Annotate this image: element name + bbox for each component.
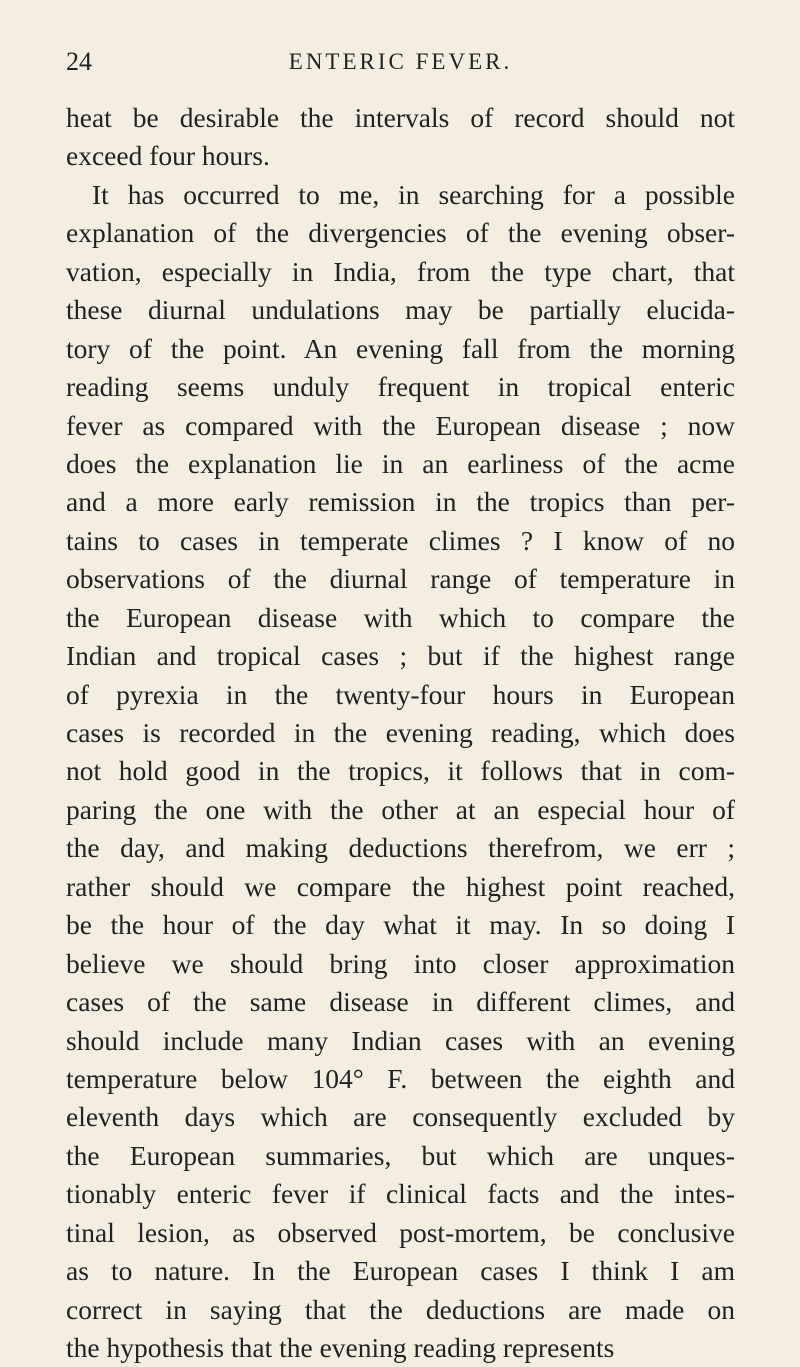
text-line: tains to cases in temperate climes ? I know of no	[66, 524, 735, 556]
text-line: the hypothesis that the evening reading represents	[66, 1332, 615, 1363]
text-line: the European disease with which to compare the	[66, 601, 735, 633]
text-line: paring the one with the other at an especial hour of	[66, 793, 735, 825]
text-line: Indian and tropical cases ; but if the highest range	[66, 640, 735, 672]
text-line: temperature below 104° F. between the eighth and	[66, 1062, 735, 1094]
text-line: be the hour of the day what it may. In so doing I	[66, 909, 735, 941]
text-line: reading seems unduly frequent in tropical enteric	[66, 371, 735, 403]
text-line: rather should we compare the highest point reached,	[66, 870, 735, 902]
running-title: ENTERIC FEVER.	[288, 49, 513, 74]
text-line: tionably enteric fever if clinical facts and the intes-	[66, 1178, 735, 1210]
text-line: and a more early remission in the tropics than per-	[66, 486, 735, 518]
text-line: tinal lesion, as observed post-mortem, be conclusive	[66, 1216, 735, 1248]
page-number: 24	[66, 47, 92, 76]
text-line: observations of the diurnal range of temperature in	[66, 563, 735, 595]
text-line: fever as compared with the European disease ; now	[66, 409, 735, 441]
text-line: does the explanation lie in an earliness of the acme	[66, 447, 735, 479]
text-line: as to nature. In the European cases I think I am	[66, 1255, 735, 1287]
text-line: eleventh days which are consequently excluded by	[66, 1101, 735, 1133]
text-line: of pyrexia in the twenty-four hours in European	[66, 678, 735, 710]
text-line: explanation of the divergencies of the evening obser-	[66, 217, 735, 249]
text-line: cases of the same disease in different climes, and	[66, 986, 735, 1018]
text-line: It has occurred to me, in searching for a possible	[92, 178, 735, 210]
text-line: these diurnal undulations may be partially elucida-	[66, 294, 735, 326]
text-line: the day, and making deductions therefrom, we err ;	[66, 832, 735, 864]
text-line: vation, especially in India, from the type chart, that	[66, 255, 735, 287]
text-line: believe we should bring into closer approximation	[66, 947, 735, 979]
text-line: heat be desirable the intervals of record should not	[66, 102, 735, 133]
running-head	[66, 44, 735, 80]
text-line: cases is recorded in the evening reading, which does	[66, 717, 735, 748]
text-line: correct in saying that the deductions are made on	[66, 1293, 735, 1325]
text-line: should include many Indian cases with an evening	[66, 1024, 735, 1056]
body-text	[66, 99, 735, 1367]
text-line: exceed four hours.	[66, 140, 270, 172]
text-line: tory of the point. An evening fall from the morning	[66, 332, 735, 364]
text-line: not hold good in the tropics, it follows that in com-	[66, 755, 735, 787]
text-line: the European summaries, but which are unques-	[66, 1139, 735, 1171]
